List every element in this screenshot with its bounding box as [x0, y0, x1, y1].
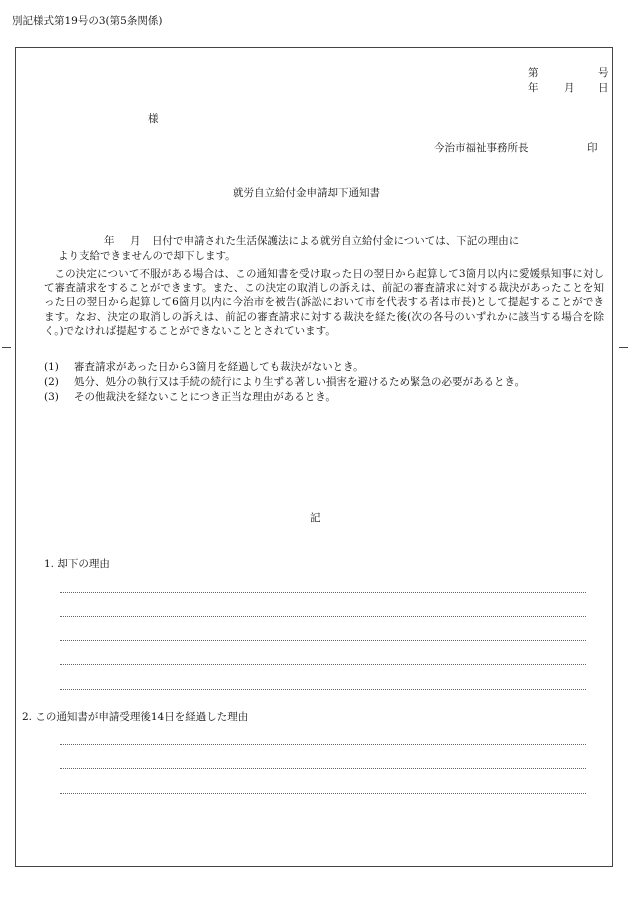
condition-text: その他裁決を経ないことにつき正当な理由があるとき。 [74, 391, 336, 403]
delay-line-1 [60, 744, 586, 745]
condition-item [44, 390, 336, 404]
form-label: 別記様式第19号の3(第5条関係) [12, 15, 163, 27]
doc-number-dai: 第 [528, 67, 539, 79]
ki-heading: 記 [310, 512, 321, 524]
appeal-notice-paragraph: この決定について不服がある場合は、この通知書を受け取った日の翌日から起算して3箇月以内に愛媛県知事に対して審査請求をすることができます。また、この決定の取消しの訴えは、前記の審査請求に対する裁決があったことを知った日の翌日から起算して6箇月以内に今治市を被告(訴訟において市を代表する者は市長)として提起することができます。なお、決定の取消しの訴えは、前記の審査請求に対する裁決を経た後(次の各号のいずれかに該当する場合を除く。)でなければ提起することができないこととされています。 [44, 268, 604, 337]
document-title: 就労自立給付金申請却下通知書 [233, 187, 380, 199]
issuer-name: 今治市福祉事務所長 [434, 142, 529, 154]
reason-line-5 [60, 689, 586, 690]
section1-label: 1. 却下の理由 [44, 558, 110, 570]
seal-mark: 印 [587, 142, 598, 154]
condition-text: 審査請求があった日から3箇月を経過しても裁決がないとき。 [74, 361, 364, 373]
delay-line-2 [60, 768, 586, 769]
left-margin-mark [2, 347, 11, 348]
condition-number: (1) [44, 361, 59, 373]
date-year: 年 [528, 82, 539, 94]
intro-line1: 日付で申請された生活保護法による就労自立給付金については、下記の理由に [152, 235, 520, 247]
section2-label: 2. この通知書が申請受理後14日を経過した理由 [22, 711, 249, 723]
delay-line-3 [60, 793, 586, 794]
doc-number-go: 号 [598, 67, 609, 79]
addressee-sama: 様 [148, 113, 159, 125]
condition-item [44, 375, 525, 389]
condition-number: (2) [44, 376, 59, 388]
reason-line-1 [60, 592, 586, 593]
condition-number: (3) [44, 391, 59, 403]
intro-year: 年 [104, 235, 115, 247]
intro-line2: より支給できませんので却下します。 [58, 250, 236, 262]
reason-line-4 [60, 664, 586, 665]
condition-text: 処分、処分の執行又は手続の続行により生ずる著しい損害を避けるため緊急の必要があるとき。 [74, 376, 526, 388]
reason-line-3 [60, 640, 586, 641]
reason-line-2 [60, 616, 586, 617]
date-month: 月 [564, 82, 575, 94]
condition-item [44, 360, 364, 374]
date-day: 日 [598, 82, 609, 94]
right-margin-mark [619, 347, 628, 348]
intro-month: 月 [130, 235, 141, 247]
